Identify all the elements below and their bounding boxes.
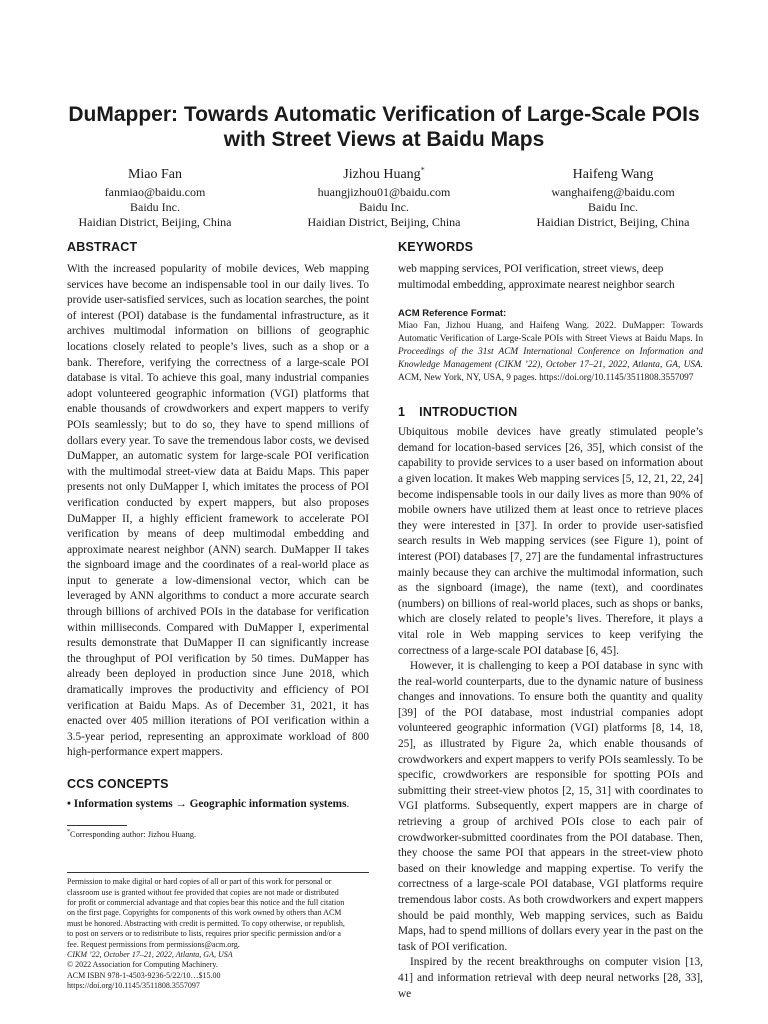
author-name [269,165,499,185]
intro-paragraph-2: However, it is challenging to keep a POI database in sync with the real-world counterparts, due to the dynamic nature of business changes and innovations. To ensure both the quantity and quality [39] of the POI database, most industrial companies adopt volunteered geographic information (VGI) platforms [8, 14, 18, 25], as illustrated by Figure 2a, which enable thousands of crowdworkers and expert mappers to verify POIs seamlessly. To be specific, crowdworkers are responsible for spotting POIs and submitting their street-view photos [2, 15, 31] with coordinates to VGI platforms. Subsequently, expert mappers are in charge of retrieving a group of archived POIs close to each pair of crowdworker-submitted coordinates from the POI database. Then, they choose the same POI that appears in the street-view photo based on their knowledge and mapping expertise. To verify the correctness of a large-scale POI database, VGI platforms require tremendous labor costs. As both crowdworkers and expert mappers should be paid monthly, Web mapping services, such as Baidu Maps, had to spend millions of dollars every year in the past on the task of POI verification. [398,660,703,953]
author-name: Haifeng Wang [572,167,654,182]
footnote-mark: * [67,828,70,835]
right-column [398,238,703,1002]
reference-tail: ACM, New York, NY, USA, 9 pages. https://doi.org/10.1145/3511808.3557097 [398,373,694,384]
footnote-rule [67,825,127,826]
isbn-line: ACM ISBN 978-1-4503-9236-5/22/10…$15.00 [67,970,221,980]
author-org: Baidu Inc. [359,200,409,214]
permission-line: must be honored. Abstracting with credit is permitted. To copy otherwise, or republish, [67,918,345,928]
footnote [67,830,369,841]
keywords-text: web mapping services, POI verification, street views, deep multimodal embedding, approximate nearest neighbor search [398,263,675,291]
author-email: wanghaifeng@baidu.com [551,185,675,199]
reference-authors-title: Miao Fan, Jizhou Huang, and Haifeng Wang. 2022. DuMapper: Towards Automatic Verification of Large-Scale POIs with Street Views at Baidu Maps. In [398,321,703,345]
author-1 [40,165,270,230]
permission-line: to post on servers or to redistribute to lists, requires prior specific permission and/or a [67,929,341,939]
author-block [40,165,728,235]
permission-notice [67,877,369,991]
permission-line: Permission to make digital or hard copies of all or part of this work for personal or [67,877,332,887]
reference-format-text [398,320,703,385]
corresponding-mark: * [420,165,425,175]
ccs-heading: CCS CONCEPTS [67,777,169,791]
ccs-right: Geographic information systems [189,798,347,810]
author-location: Haidian District, Beijing, China [78,215,232,229]
section-number: 1 [398,405,406,420]
footnote-text: Corresponding author: Jizhou Huang. [70,829,197,839]
title-line-2: with Street Views at Baidu Maps [223,128,545,151]
ccs-left: Information systems [73,798,173,810]
section-title: INTRODUCTION [419,405,518,420]
author-org: Baidu Inc. [130,200,180,214]
permission-line: for profit or commercial advantage and that copies bear this notice and the full citation [67,898,345,907]
author-email: huangjizhou01@baidu.com [317,185,451,199]
permission-line: on the first page. Copyrights for components of this work owned by others than ACM [67,908,342,918]
author-name: Miao Fan [127,167,183,182]
author-location: Haidian District, Beijing, China [536,215,690,229]
doi-link[interactable]: https://doi.org/10.1145/3511808.3557097 [67,981,200,991]
intro-paragraph-3: Inspired by the recent breakthroughs on computer vision [13, 41] and information retrieval with deep neural networks [28, 33], we [398,956,703,1000]
left-column [67,238,369,992]
permission-line: classroom use is granted without fee provided that copies are not made or distributed [67,887,339,897]
reference-venue: Proceedings of the 31st ACM International Conference on Information and Knowledge Management (CIKM ’22), October 17–21, 2022, Atlanta, GA, USA. [398,347,703,371]
permission-rule [67,872,369,873]
ccs-bullet: • [67,798,71,810]
author-2 [269,165,499,230]
author-location: Haidian District, Beijing, China [307,215,461,229]
ccs-arrow: → [175,798,187,810]
paper-title [40,102,728,152]
introduction-heading [398,403,703,421]
copyright-line: © 2022 Association for Computing Machinery. [67,960,218,970]
ccs-end: . [346,798,350,810]
author-email: fanmiao@baidu.com [104,185,206,199]
author-org: Baidu Inc. [588,200,638,214]
conference-line: CIKM ’22, October 17–21, 2022, Atlanta, GA, USA [67,950,233,960]
title-line-1: DuMapper: Towards Automatic Verification of Large-Scale POIs [68,103,700,126]
ccs-concepts [67,797,369,813]
author-3 [498,165,728,230]
reference-format-label: ACM Reference Format: [398,308,507,320]
abstract-text: With the increased popularity of mobile devices, Web mapping services have become an indispensable tool in our daily lives. To provide user-satisfied services, such as location searches, the point of interest (POI) database is the fundamental infrastructure, as it archives multimodal information on billions of geographic locations closely related to people’s lives, such as a shop or a bank. Therefore, verifying the correctness of a large-scale POI database is vital. To achieve this goal, many industrial companies adopt volunteered geographic information (VGI) platforms that enable thousands of crowdworkers and expert mappers to verify POIs seamlessly; but to do so, they have to spend millions of dollars every year. To save the tremendous labor costs, we devised DuMapper, an automatic system for large-scale POI verification with the multimodal street-view data at Baidu Maps. This paper presents not only DuMapper I, which imitates the process of POI verification conducted by expert mappers, but also proposes DuMapper II, a highly efficient framework to accelerate POI verification by means of deep multimodal embedding and approximate nearest neighbor (ANN) search. DuMapper II takes the signboard image and the coordinates of a real-world place as input to generate a low-dimensional vector, which can be leveraged by ANN algorithms to conduct a more accurate search through billions of archived POIs in the database for verification within milliseconds. Compared with DuMapper I, experimental results demonstrate that DuMapper II can significantly increase the throughput of POI verification by 50 times. DuMapper has already been deployed in production since June 2018, which dramatically improves the productivity and efficiency of POI verification at Baidu Maps. As of December 31, 2021, it has enacted over 405 million iterations of POI verification within a 3.5-year period, representing an approximate workload of 800 high-performance expert mappers. [67,263,369,759]
intro-paragraph-1: Ubiquitous mobile devices have greatly stimulated people’s demand for location-based services [26, 35], which consist of the capability to provide services to a user based on information about a given location. It makes Web mapping services [5, 12, 21, 22, 24] become indispensable tools in our daily lives as more than 90% of mobile owners have utilized them at least once to retrieve places they were interested in [37]. In order to provide user-satisfied search results in Web mapping services (see Figure 1), point of interest (POI) databases [7, 27] are the fundamental infrastructures mainly because they can archive the multimodal information, such as the signboard (image), the name (text), and coordinates (numbers) on billions of real-world places, such as shops or banks, which are closely related to people’s lives. Therefore, it plays a vital role in Web mapping services to keep verifying the correctness of a large-scale POI database [6, 45]. [398,426,703,657]
author-name-text: Jizhou Huang [343,167,421,182]
keywords-heading: KEYWORDS [398,240,474,254]
abstract-heading: ABSTRACT [67,240,138,254]
permission-line: fee. Request permissions from permissions@acm.org. [67,939,240,949]
